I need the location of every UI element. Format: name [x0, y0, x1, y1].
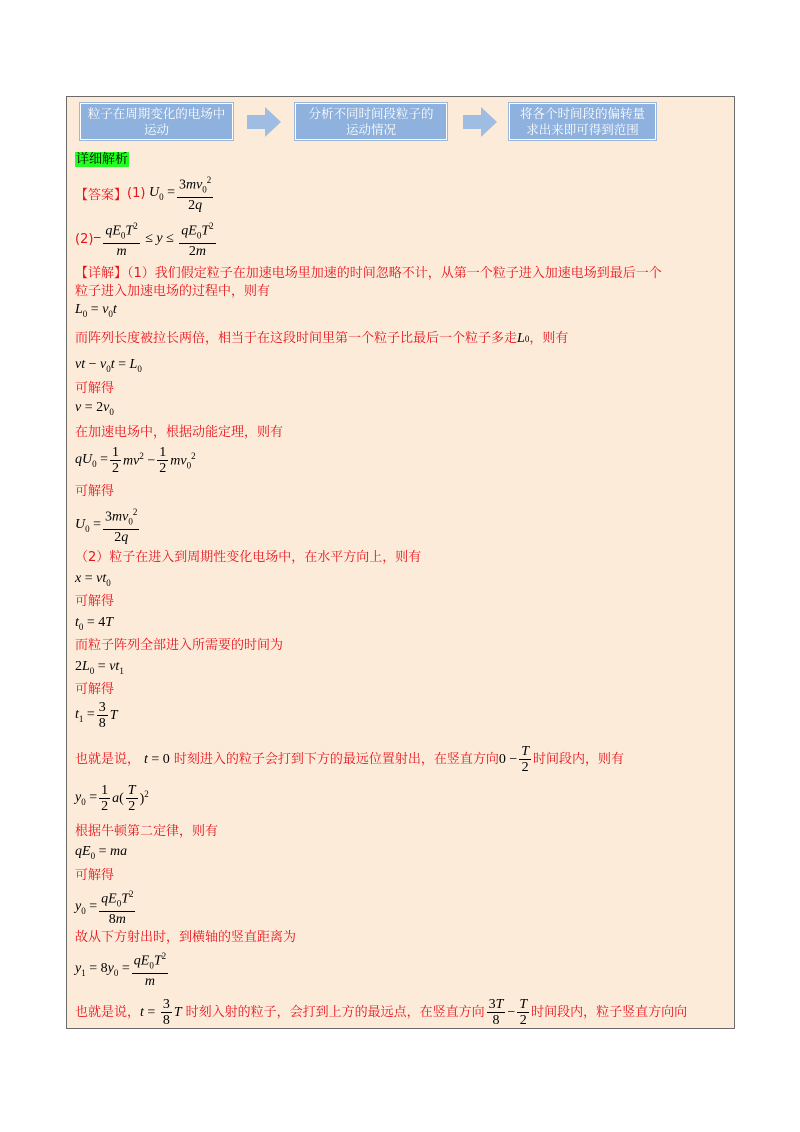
- part2-intro: （2）粒子在进入到周期性变化电场中，在水平方向上，则有: [75, 550, 422, 565]
- flow-step-3-line-2: 求出来即可得到范围: [526, 121, 639, 137]
- eq-t1: $t_1$ = $\frac{3}{8}$ T: [75, 700, 118, 731]
- section-title: 详细解析: [76, 152, 129, 167]
- answer-1: 【答案】 (1) $U_0$ = $\frac{3mv_0^2}{2q}$: [75, 175, 212, 214]
- flow-step-2: [295, 103, 447, 140]
- detail-line-2: 粒子进入加速电场的过程中，则有: [75, 284, 271, 299]
- eq-vt: vt − $v_0t = L_0$: [75, 357, 142, 374]
- eq-x: $x = vt_0$: [75, 571, 111, 588]
- eq-y0-a: $y_0$ = $\frac{1}{2}$ a( $\frac{T}{2}$ )$^2$: [75, 783, 149, 814]
- answer-2: (2) − $\frac{qE_0T^2}{m}$ ≤ y ≤ $\frac{qE_0T^2}{2m}$: [75, 221, 214, 260]
- flow-step-1-line-1: 粒子在周期变化的电场中: [87, 105, 226, 121]
- flow-step-2-line-1: 分析不同时间段粒子的: [308, 105, 434, 121]
- solve-3: 可解得: [75, 594, 115, 609]
- eq-y1: $y_1 = 8y_0$ = $\frac{qE_0T^2}{m}$: [75, 951, 167, 990]
- line-time: 而粒子阵列全部进入所需要的时间为: [75, 638, 284, 653]
- flow-step-2-line-2: 运动情况: [345, 121, 396, 137]
- flow-arrow-icon: [463, 107, 499, 137]
- solve-2: 可解得: [75, 484, 115, 499]
- eq-t0: $t_0 = 4T$: [75, 615, 114, 632]
- eq-2l0: $2L_0 = vt_1$: [75, 659, 124, 676]
- answer-tag: 【答案】: [75, 187, 128, 203]
- answer-1-label: (1): [127, 185, 146, 201]
- line-last: 也就是说， t = $\frac{3}{8}$ T 时刻入射的粒子，会打到上方的最远点，在竖直方向 $\frac{3T}{8}$ − $\frac{T}{2}$ 时间段内，粒子竖直方向向: [75, 997, 688, 1028]
- flow-step-1-line-2: 运动: [143, 121, 169, 137]
- flowchart: [67, 97, 734, 147]
- eq-v: $v = 2v_0$: [75, 400, 114, 417]
- line-array: 而阵列长度被拉长两倍，相当于在这段时间里第一个粒子比最后一个粒子多走 L 0 ，则有: [75, 331, 569, 346]
- eq-newton: $qE_0$ = ma: [75, 844, 128, 861]
- eq-y0-b: $y_0$ = $\frac{qE_0T^2}{8m}$: [75, 889, 134, 928]
- answer-2-label: (2): [75, 231, 94, 247]
- eq-energy: $qU_0$ = $\frac{1}{2}$ $mv^2$ − $\frac{1}{2}$ $mv_0^2$: [75, 445, 196, 476]
- line-newton: 根据牛顿第二定律，则有: [75, 824, 219, 839]
- solve-1: 可解得: [75, 381, 115, 396]
- inline-l0: L 0: [517, 331, 530, 346]
- flow-step-3: [509, 103, 656, 140]
- flow-arrow-icon: [247, 107, 283, 137]
- line-t0: 也就是说， t = 0 时刻进入的粒子会打到下方的最远位置射出，在竖直方向 0 − $\frac{T}{2}$ 时间段内，则有: [75, 744, 625, 775]
- detail-line-1: 【详解】（1）我们假定粒子在加速电场里加速的时间忽略不计，从第一个粒子进入加速电场到最后一个: [75, 266, 662, 281]
- line-bottom: 故从下方射出时，到横轴的竖直距离为: [75, 930, 297, 945]
- solution-panel: [66, 96, 735, 1029]
- flow-step-1: [80, 103, 233, 140]
- flow-step-3-line-1: 将各个时间段的偏转量: [519, 105, 645, 121]
- line-energy: 在加速电场中，根据动能定理，则有: [75, 425, 284, 440]
- eq-u0: $U_0$ = $\frac{3mv_0^2}{2q}$: [75, 507, 138, 546]
- solve-5: 可解得: [75, 868, 115, 883]
- eq-l0: $L_0 = v_0t$: [75, 302, 117, 319]
- solve-4: 可解得: [75, 682, 115, 697]
